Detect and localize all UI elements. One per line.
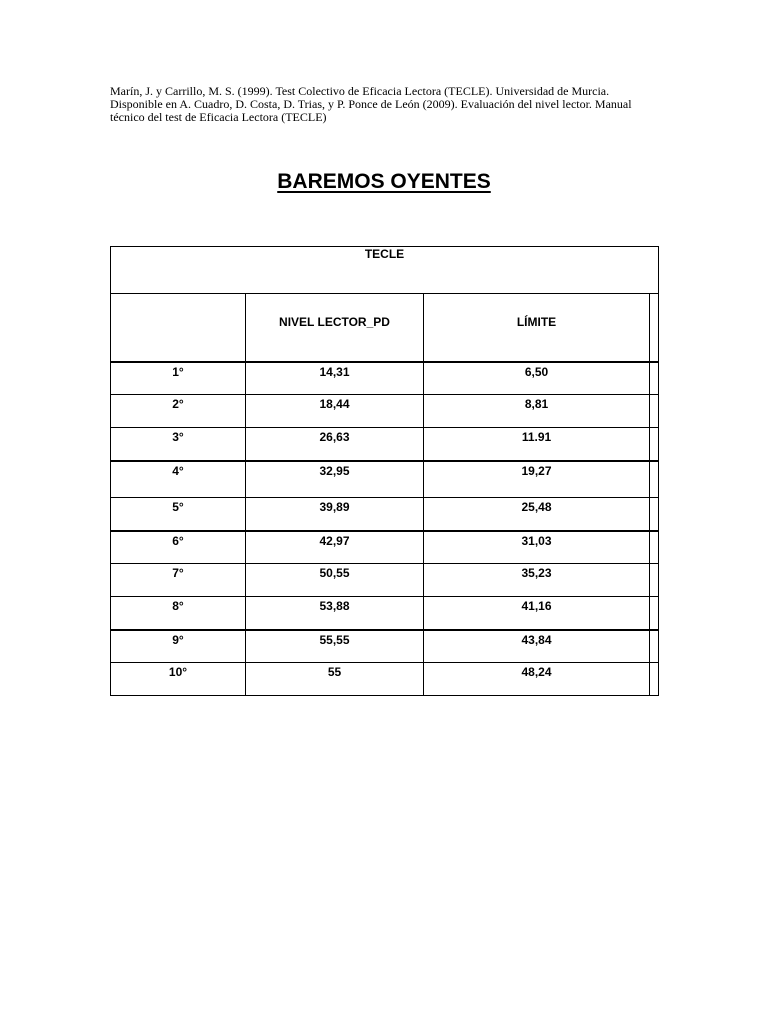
grade-cell: 9°	[111, 630, 246, 663]
spacer-cell	[650, 630, 659, 663]
table-row	[111, 531, 659, 564]
limite-cell: 6,50	[424, 362, 650, 395]
table-row	[111, 663, 659, 696]
grade-cell: 6°	[111, 531, 246, 564]
nivel-lector-cell: 55	[246, 663, 424, 696]
grade-cell: 4°	[111, 461, 246, 498]
header-cell-limite: LÍMITE	[424, 294, 650, 362]
nivel-lector-cell: 50,55	[246, 564, 424, 597]
table-row	[111, 461, 659, 498]
grade-cell: 3°	[111, 428, 246, 461]
limite-cell: 43,84	[424, 630, 650, 663]
table-row	[111, 564, 659, 597]
spacer-cell	[650, 395, 659, 428]
nivel-lector-cell: 55,55	[246, 630, 424, 663]
page-title: BAREMOS OYENTES	[277, 170, 491, 193]
limite-cell: 25,48	[424, 498, 650, 531]
table-row	[111, 428, 659, 461]
nivel-lector-cell: 53,88	[246, 597, 424, 630]
nivel-lector-cell: 42,97	[246, 531, 424, 564]
limite-cell: 19,27	[424, 461, 650, 498]
spacer-cell	[650, 564, 659, 597]
grade-cell: 1°	[111, 362, 246, 395]
spacer-cell	[650, 461, 659, 498]
table-row	[111, 362, 659, 395]
spacer-cell	[650, 294, 659, 362]
spacer-cell	[650, 498, 659, 531]
grade-cell: 7°	[111, 564, 246, 597]
grade-cell: 2°	[111, 395, 246, 428]
nivel-lector-cell: 14,31	[246, 362, 424, 395]
spacer-cell	[650, 663, 659, 696]
limite-cell: 41,16	[424, 597, 650, 630]
header-cell-nivel-lector: NIVEL LECTOR_PD	[246, 294, 424, 362]
table-row	[111, 498, 659, 531]
citation-text: Marín, J. y Carrillo, M. S. (1999). Test Colectivo de Eficacia Lectora (TECLE). Universidad de Murcia. Disponible en A. Cuadro, D. Costa, D. Trias, y P. Ponce de León (2009). Evaluación del nivel lector. Manual técnico del test de Eficacia Lectora (TECLE)	[110, 84, 632, 124]
spacer-cell	[650, 597, 659, 630]
nivel-lector-cell: 18,44	[246, 395, 424, 428]
limite-cell: 31,03	[424, 531, 650, 564]
header-row	[111, 294, 659, 362]
header-cell-grade	[111, 294, 246, 362]
spacer-cell	[650, 428, 659, 461]
grade-cell: 10°	[111, 663, 246, 696]
grade-cell: 5°	[111, 498, 246, 531]
nivel-lector-cell: 39,89	[246, 498, 424, 531]
nivel-lector-cell: 26,63	[246, 428, 424, 461]
limite-cell: 35,23	[424, 564, 650, 597]
table-body	[111, 247, 659, 696]
baremos-table	[110, 246, 659, 696]
grade-cell: 8°	[111, 597, 246, 630]
nivel-lector-cell: 32,95	[246, 461, 424, 498]
table-row	[111, 395, 659, 428]
table-row	[111, 630, 659, 663]
spacer-cell	[650, 362, 659, 395]
limite-cell: 48,24	[424, 663, 650, 696]
table-row	[111, 597, 659, 630]
spacer-cell	[650, 531, 659, 564]
table-caption: TECLE	[111, 247, 659, 294]
limite-cell: 11.91	[424, 428, 650, 461]
limite-cell: 8,81	[424, 395, 650, 428]
